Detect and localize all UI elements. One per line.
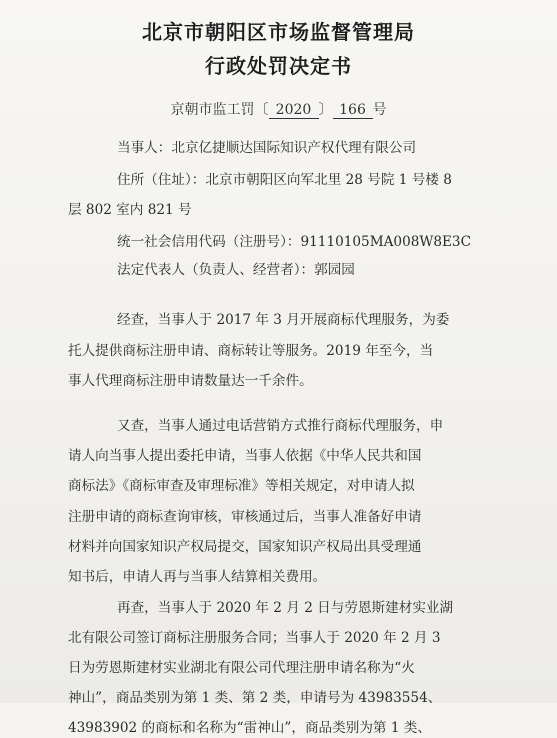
doc-number-year: 2020 [269, 102, 319, 119]
doc-number-prefix: 京朝市监工罚〔 [170, 102, 269, 118]
paragraph-3-line-2: 北有限公司签订商标注册服务合同；当事人于 2020 年 2 月 3 [68, 630, 441, 646]
paragraph-3-line-3: 日为劳恩斯建材实业湖北有限公司代理注册申请名称为“火 [68, 660, 415, 676]
paragraph-2-line-4: 注册申请的商标查询审核，审核通过后，当事人准备好申请 [68, 509, 422, 525]
party-address-line1: 住所（住址）：北京市朝阳区向军北里 28 号院 1 号楼 8 [117, 172, 452, 188]
party-address-line2: 层 802 室内 821 号 [68, 202, 192, 218]
paragraph-2-line-3: 商标法》《商标审查及审理标准》等相关规定，对申请人拟 [68, 478, 415, 494]
paragraph-1-line-1: 经查，当事人于 2017 年 3 月开展商标代理服务，为委 [117, 312, 450, 328]
party-legal-rep: 法定代表人（负责人、经营者）：郭园园 [117, 262, 355, 278]
paragraph-1-line-2: 托人提供商标注册申请、商标转让等服务。2019 年至今，当 [68, 343, 434, 359]
paragraph-3-line-5: 43983902 的商标和名称为“雷神山”，商品类别为第 1 类、 [68, 720, 431, 736]
party-credit-code: 统一社会信用代码（注册号）：91110105MA008W8E3C [117, 234, 471, 250]
paragraph-1-line-3: 事人代理商标注册申请数量达一千余件。 [68, 373, 313, 389]
document-title-authority: 北京市朝阳区市场监督管理局 [142, 20, 415, 44]
party-name: 当事人：北京亿捷顺达国际知识产权代理有限公司 [117, 140, 417, 156]
doc-number-suffix: 号 [372, 102, 387, 118]
document-title-type: 行政处罚决定书 [205, 54, 352, 78]
paragraph-3-line-4: 神山”，商品类别为第 1 类、第 2 类，申请号为 43983554、 [68, 690, 442, 706]
paragraph-2-line-2: 请人向当事人提出委托申请，当事人依据《中华人民共和国 [68, 448, 422, 464]
paragraph-2-line-1: 又查，当事人通过电话营销方式推行商标代理服务，申 [117, 418, 444, 434]
document-number [0, 99, 557, 119]
paragraph-2-line-5: 材料并向国家知识产权局提交，国家知识产权局出具受理通 [68, 539, 422, 555]
doc-number-num: 166 [333, 102, 373, 119]
paragraph-3-line-1: 再查，当事人于 2020 年 2 月 2 日与劳恩斯建材实业湖 [117, 600, 454, 616]
paragraph-2-line-6: 知书后，申请人再与当事人结算相关费用。 [68, 569, 327, 585]
doc-number-mid: 〕 [318, 102, 333, 118]
